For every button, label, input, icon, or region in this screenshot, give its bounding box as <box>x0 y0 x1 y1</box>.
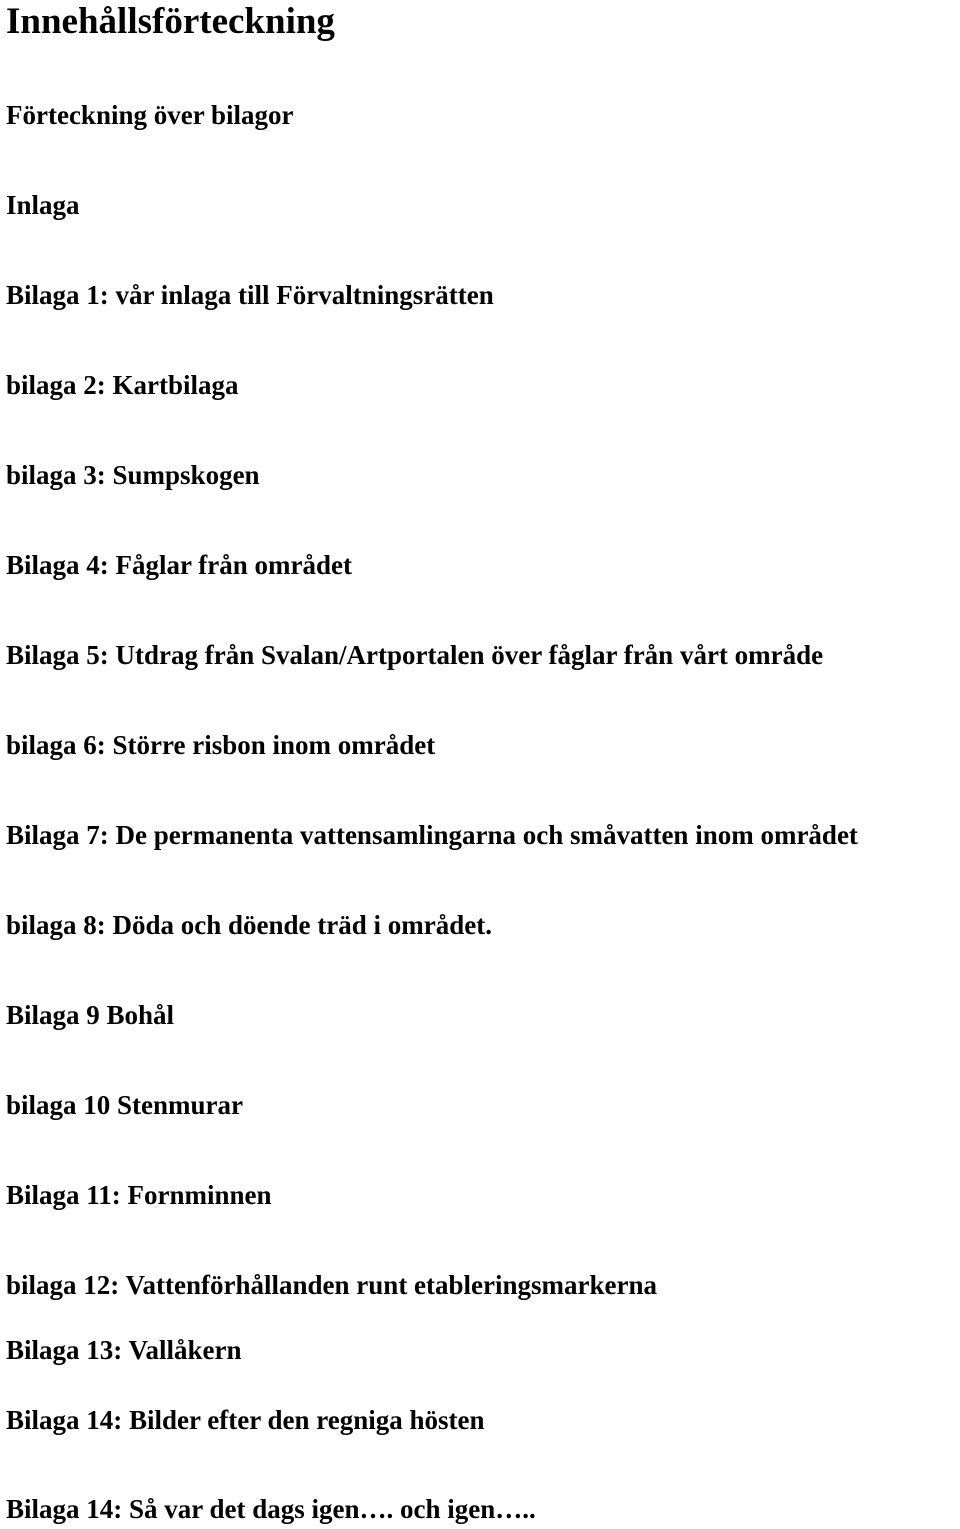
document-title: Innehållsförteckning <box>6 1 335 42</box>
toc-entry: Förteckning över bilagor <box>6 100 294 130</box>
toc-entry: bilaga 10 Stenmurar <box>6 1090 244 1120</box>
toc-entry: bilaga 2: Kartbilaga <box>6 370 239 400</box>
toc-entry: Bilaga 9 Bohål <box>6 1000 175 1030</box>
toc-entry: bilaga 6: Större risbon inom området <box>6 730 436 760</box>
toc-entry: Bilaga 11: Fornminnen <box>6 1180 272 1210</box>
toc-entry: Bilaga 14: Så var det dags igen…. och igen….. <box>6 1494 536 1524</box>
toc-entry: bilaga 8: Döda och döende träd i området. <box>6 910 492 940</box>
toc-entry: Bilaga 5: Utdrag från Svalan/Artportalen över fåglar från vårt område <box>6 640 824 670</box>
toc-entry: Bilaga 13: Vallåkern <box>6 1335 242 1365</box>
toc-entry: Bilaga 7: De permanenta vattensamlingarna och småvatten inom området <box>6 820 858 850</box>
toc-entry: Bilaga 4: Fåglar från området <box>6 550 352 580</box>
toc-entry: Inlaga <box>6 190 80 220</box>
toc-entry: Bilaga 14: Bilder efter den regniga hösten <box>6 1405 485 1435</box>
toc-entry: bilaga 3: Sumpskogen <box>6 460 260 490</box>
toc-entry: bilaga 12: Vattenförhållanden runt etableringsmarkerna <box>6 1270 658 1300</box>
toc-entry: Bilaga 1: vår inlaga till Förvaltningsrätten <box>6 280 494 310</box>
